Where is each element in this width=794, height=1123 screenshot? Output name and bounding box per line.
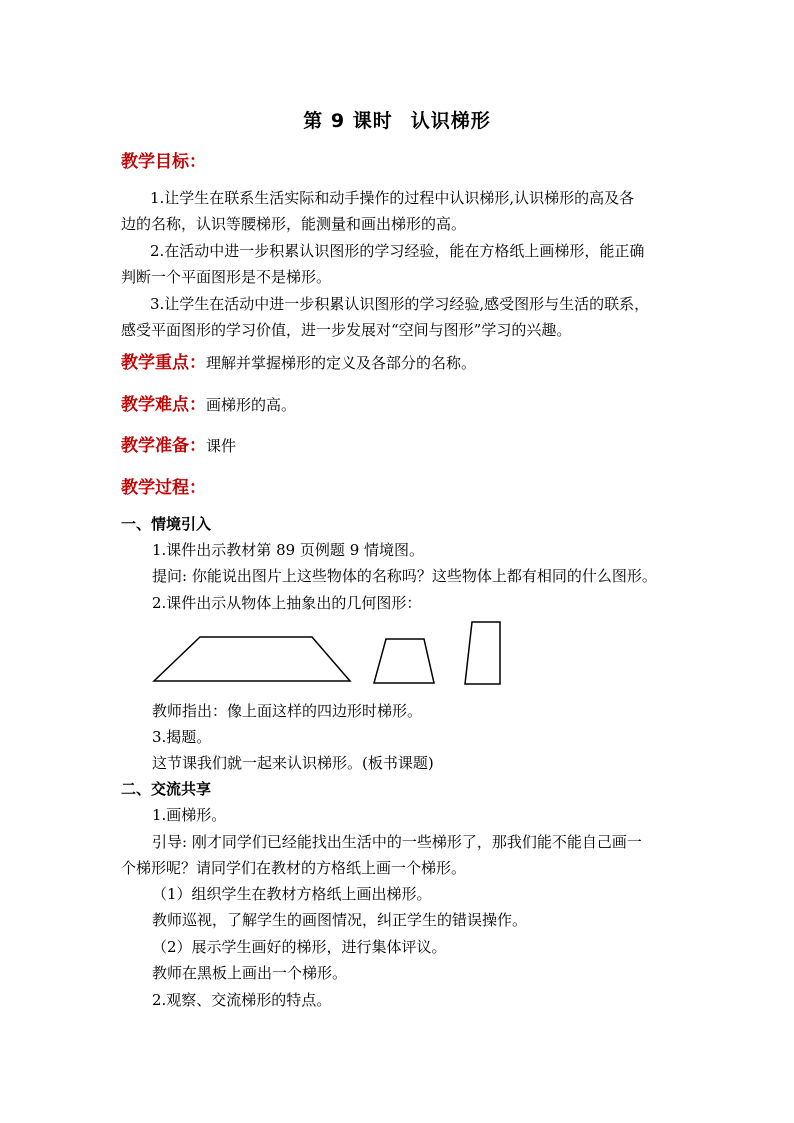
section-1-line-1: 1.课件出示教材第 89 页例题 9 情境图。: [152, 541, 425, 559]
key-point-value: 理解并掌握梯形的定义及各部分的名称。: [206, 354, 477, 372]
section-2-line-1: 1.画梯形。: [152, 806, 227, 824]
objective-1-line-1: 1.让学生在联系生活实际和动手操作的过程中认识梯形,认识梯形的高及各: [150, 189, 635, 207]
preparation-value: 课件: [206, 437, 237, 455]
section-2-line-7: 教师在黑板上画出一个梯形。: [152, 964, 348, 982]
wide-trapezoid: [154, 637, 350, 681]
section-1-line-6: 这节课我们就一起来认识梯形。(板书课题): [152, 754, 434, 772]
section-2-line-4: （1）组织学生在教材方格纸上画出梯形。: [152, 885, 432, 903]
lesson-topic: 认识梯形: [410, 110, 491, 132]
section-1-line-2: 提问: 你能说出图片上这些物体的名称吗？这些物体上都有相同的什么图形。: [152, 567, 657, 585]
key-point-label: 教学重点：: [121, 353, 206, 373]
objective-3-line-1: 3.让学生在活动中进一步积累认识图形的学习经验,感受图形与生活的联系，: [150, 295, 650, 313]
section-1-line-4: 教师指出：像上面这样的四边形时梯形。: [152, 702, 423, 720]
preparation-label: 教学准备：: [121, 436, 206, 456]
objectives-heading: 教学目标：: [121, 152, 206, 172]
right-trapezoid: [465, 622, 500, 684]
section-1-line-5: 3.揭题。: [152, 728, 212, 746]
section-2-line-6: （2）展示学生画好的梯形，进行集体评议。: [152, 938, 447, 956]
objective-2-line-2: 判断一个平面图形是不是梯形。: [121, 268, 332, 286]
objective-3-line-2: 感受平面图形的学习价值，进一步发展对“空间与图形”学习的兴趣。: [121, 321, 572, 339]
section-2-line-8: 2.观察、交流梯形的特点。: [152, 991, 332, 1009]
process-heading: 教学过程：: [121, 478, 206, 498]
objective-2-line-1: 2.在活动中进一步积累认识图形的学习经验，能在方格纸上画梯形，能正确: [150, 242, 645, 260]
lesson-number: 第 9 课时: [303, 110, 393, 132]
objective-1-line-2: 边的名称，认识等腰梯形，能测量和画出梯形的高。: [121, 215, 467, 233]
difficult-point-value: 画梯形的高。: [206, 396, 297, 414]
section-1-line-3: 2.课件出示从物体上抽象出的几何图形：: [152, 594, 422, 612]
section-2-heading: 二、交流共享: [121, 780, 212, 798]
section-2-line-3: 个梯形呢？请同学们在教材的方格纸上画一个梯形。: [121, 859, 467, 877]
small-trapezoid: [374, 639, 434, 683]
difficult-point-label: 教学难点：: [121, 395, 206, 415]
section-1-heading: 一、情境引入: [121, 515, 212, 533]
section-2-line-5: 教师巡视，了解学生的画图情况，纠正学生的错误操作。: [152, 911, 528, 929]
section-2-line-2: 引导: 刚才同学们已经能找出生活中的一些梯形了，那我们能不能自己画一: [152, 833, 642, 851]
